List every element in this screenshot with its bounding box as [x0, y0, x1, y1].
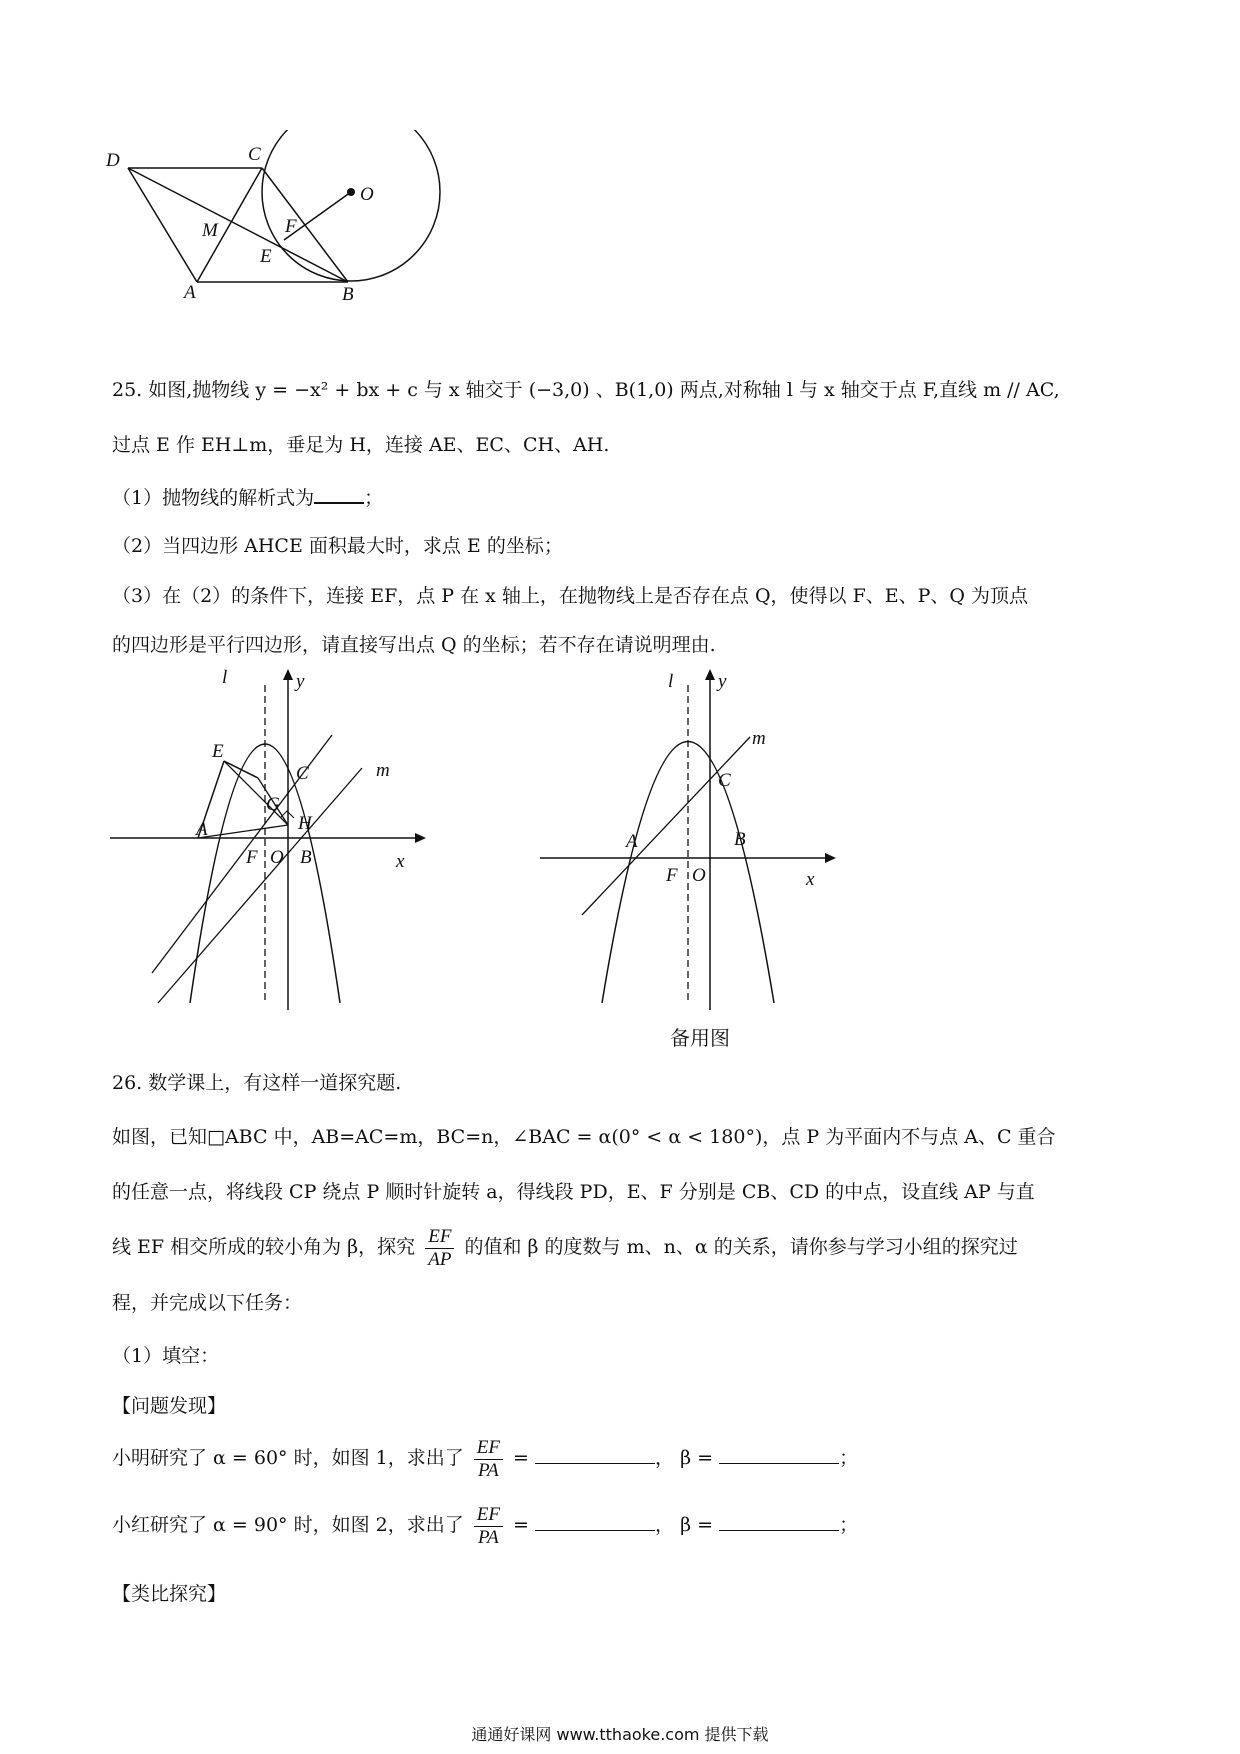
- label-e: E: [212, 741, 224, 762]
- beta-equals: β =: [680, 1447, 714, 1469]
- fraction-numerator: EF: [474, 1504, 503, 1527]
- answer-blank-ratio[interactable]: [535, 1514, 655, 1531]
- q25-part1-end: ；: [364, 487, 384, 509]
- q25-part3b: 的四边形是平行四边形，请直接写出点 Q 的坐标；若不存在请说明理由.: [112, 634, 716, 656]
- q26-line3: 的任意一点，将线段 CP 绕点 P 顺时针旋转 a，得线段 PD，E、F 分别是 CB、CD 的中点，设直线 AP 与直: [112, 1181, 1035, 1203]
- y-axis-arrow: [705, 669, 715, 680]
- y-axis-arrow: [283, 669, 293, 680]
- center-dot: [347, 188, 355, 196]
- segment-ah: [198, 825, 288, 838]
- label-x: x: [806, 869, 815, 890]
- label-x: x: [396, 851, 405, 872]
- answer-blank-beta[interactable]: [719, 1447, 839, 1464]
- label-e: E: [260, 246, 272, 267]
- label-c: C: [248, 144, 261, 165]
- fraction-ef-pa: [474, 1437, 503, 1482]
- comma: ，: [655, 1447, 675, 1469]
- figure-parabola-spare: [540, 665, 840, 1010]
- comma: ，: [655, 1514, 675, 1536]
- figure-circle-parallelogram: [100, 130, 460, 310]
- label-g: G: [266, 794, 280, 815]
- label-m: m: [752, 728, 766, 749]
- label-l: l: [222, 667, 228, 688]
- q26-xiaoming: [112, 1433, 1132, 1483]
- q25-line1: 25. 如图,抛物线 y = −x² + bx + c 与 x 轴交于 (−3,0) 、B(1,0) 两点,对称轴 l 与 x 轴交于点 F,直线 m // AC,: [112, 379, 1060, 401]
- fraction-denominator: PA: [477, 1459, 499, 1481]
- q26-heading-discovery: 【问题发现】: [112, 1395, 227, 1417]
- q25-part1: [112, 485, 1132, 511]
- label-y: y: [718, 671, 727, 692]
- fraction-numerator: EF: [474, 1437, 503, 1460]
- q26-part1: （1）填空：: [112, 1345, 220, 1367]
- q25-part2: （2）当四边形 AHCE 面积最大时，求点 E 的坐标；: [112, 535, 563, 557]
- label-y: y: [296, 671, 305, 692]
- label-m: M: [202, 220, 218, 241]
- beta-equals: β =: [680, 1514, 714, 1536]
- semicolon: ；: [839, 1447, 859, 1469]
- line-ac: [582, 737, 750, 915]
- answer-blank[interactable]: [314, 486, 364, 504]
- line-m: [158, 768, 362, 1003]
- label-f: F: [666, 865, 678, 886]
- equals-sign: =: [513, 1447, 529, 1469]
- q25-line2: 过点 E 作 EH⊥m，垂足为 H，连接 AE、EC、CH、AH.: [112, 434, 610, 456]
- xiaohong-text: 小红研究了 α = 90° 时，如图 2，求出了: [112, 1514, 464, 1536]
- fraction-denominator: PA: [477, 1526, 499, 1548]
- segment-ec: [224, 761, 258, 778]
- equals-sign: =: [513, 1514, 529, 1536]
- fraction-ef-pa: [474, 1504, 503, 1549]
- label-a: A: [196, 819, 208, 840]
- label-f: F: [285, 216, 297, 237]
- answer-blank-ratio[interactable]: [535, 1447, 655, 1464]
- label-c: C: [296, 763, 309, 784]
- label-o: O: [692, 865, 706, 886]
- segment-db: [128, 168, 348, 282]
- answer-blank-beta[interactable]: [719, 1514, 839, 1531]
- label-d: D: [106, 150, 120, 171]
- q26-line1: 26. 数学课上，有这样一道探究题.: [112, 1072, 402, 1094]
- x-axis-arrow: [415, 833, 426, 843]
- label-a: A: [626, 831, 638, 852]
- label-l: l: [668, 671, 674, 692]
- fraction-denominator: AP: [428, 1248, 452, 1270]
- label-c: C: [718, 770, 731, 791]
- q26-xiaohong: [112, 1500, 1132, 1550]
- q26-line5: 程，并完成以下任务：: [112, 1292, 303, 1314]
- page-footer: 通通好课网 www.tthaoke.com 提供下载: [471, 1725, 769, 1744]
- label-a: A: [184, 282, 196, 303]
- label-m: m: [376, 760, 390, 781]
- spare-figure-caption: 备用图: [670, 1026, 730, 1050]
- label-o: O: [270, 847, 284, 868]
- x-axis-arrow: [825, 853, 836, 863]
- fraction-numerator: EF: [425, 1226, 454, 1249]
- label-h: H: [298, 813, 312, 834]
- semicolon: ；: [839, 1514, 859, 1536]
- q26-heading-analogy: 【类比探究】: [112, 1583, 227, 1605]
- circle-o: [262, 130, 440, 281]
- label-f: F: [246, 847, 258, 868]
- q26-line4-post: 的值和 β 的度数与 m、n、α 的关系，请你参与学习小组的探究过: [464, 1236, 1018, 1258]
- fraction-ef-ap: [425, 1226, 454, 1271]
- q26-line4-pre: 线 EF 相交所成的较小角为 β，探究: [112, 1236, 416, 1258]
- label-b: B: [300, 847, 312, 868]
- q26-line4: [112, 1222, 1132, 1272]
- segment-eh: [224, 761, 288, 825]
- q25-part3a: （3）在（2）的条件下，连接 EF，点 P 在 x 轴上，在抛物线上是否存在点 Q，使得以 F、E、P、Q 为顶点: [112, 585, 1029, 607]
- label-b: B: [734, 829, 746, 850]
- label-b: B: [342, 284, 354, 305]
- xiaoming-text: 小明研究了 α = 60° 时，如图 1，求出了: [112, 1447, 464, 1469]
- q26-line2: 如图，已知□ABC 中，AB=AC=m，BC=n，∠BAC = α(0° < α < 180°)，点 P 为平面内不与点 A、C 重合: [112, 1126, 1056, 1148]
- q25-part1-text: （1）抛物线的解析式为: [112, 487, 315, 509]
- label-o: O: [360, 184, 374, 205]
- figure-parabola-main: [110, 665, 430, 1010]
